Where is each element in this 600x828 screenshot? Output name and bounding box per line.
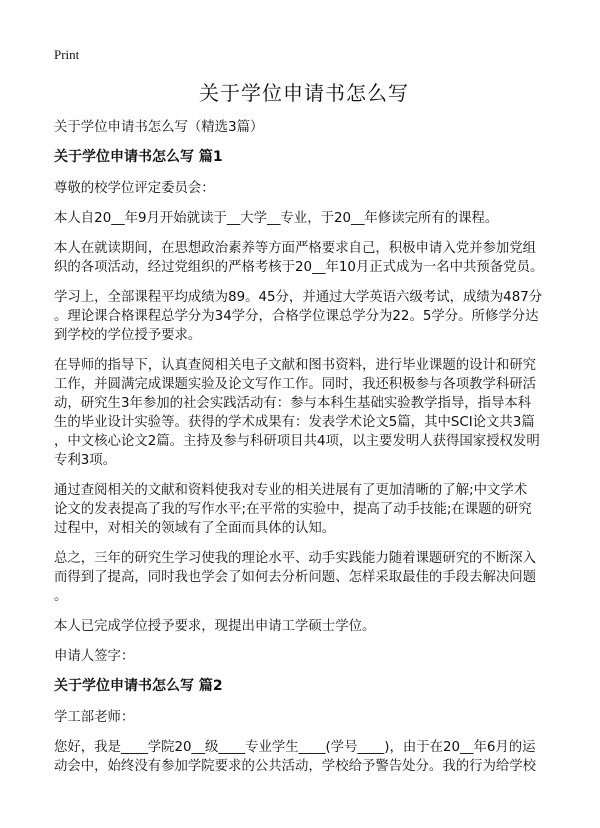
section-2-salutation: 学工部老师： [54,710,135,725]
paragraph-line: 总之，三年的研究生学习使我的理论水平、动手实践能力随着课题研究的不断深入 [54,551,537,566]
paragraph-line: 生的毕业设计实验等。获得的学术成果有：发表学术论文5篇，其中SCI论文共3篇 [54,415,535,430]
paragraph-line: 。理论课合格课程总学分为34学分，合格学位课总学分为22。5学分。所修学分达 [54,309,539,324]
section-2-heading: 关于学位申请书怎么写 篇2 [54,678,223,694]
paragraph-line: 织的各项活动，经过党组织的严格考核于20__年10月正式成为一名中共预备党员。 [54,260,544,275]
section-1-signature: 申请人签字： [54,649,135,664]
paragraph-line: 到学校的学位授予要求。 [54,328,202,343]
section-1-body [54,209,554,636]
paragraph-line: 而得到了提高，同时我也学会了如何去分析问题、怎样采取最佳的手段去解决问题 [54,570,537,585]
print-link[interactable]: Print [54,47,80,62]
paragraph-line: 动，研究生3年参加的社会实践活动有：参与本科生基础实验教学指导，指导本科 [54,396,532,411]
paragraph [54,481,554,538]
paragraph [54,209,554,228]
section-1-heading: 关于学位申请书怎么写 篇1 [54,149,223,165]
paragraph [54,549,554,606]
paragraph-line: 通过查阅相关的文献和资料使我对专业的相关进展有了更加清晰的了解;中文学术 [54,483,528,498]
paragraph-line: 在导师的指导下，认真查阅相关电子文献和图书资料，进行毕业课题的设计和研究 [54,358,537,373]
paragraph-line: 论文的发表提高了我的写作水平;在平常的实验中，提高了动手技能;在课题的研究 [54,502,532,517]
paragraph-line: 过程中，对相关的领域有了全面而具体的认知。 [54,521,336,536]
subtitle: 关于学位申请书怎么写（精选3篇） [54,120,264,135]
paragraph-line: 。 [54,589,68,604]
section-2-body [54,738,554,776]
paragraph [54,288,554,345]
paragraph [54,239,554,277]
paragraph-line: 本人自20__年9月开始就读于__大学__专业，于20__年修读完所有的课程。 [54,211,499,226]
paragraph [54,617,554,636]
document-page [54,46,554,787]
page-title: 关于学位申请书怎么写 [199,81,409,105]
paragraph [54,738,554,776]
section-1-salutation: 尊敬的校学位评定委员会： [54,181,215,196]
paragraph-line: 专利3项。 [54,453,117,468]
paragraph-line: ，中文核心论文2篇。主持及参与科研项目共4项，以主要发明人获得国家授权发明 [54,434,540,449]
paragraph-line: 本人在就读期间，在思想政治素养等方面严格要求自己，积极申请入党并参加党组 [54,241,537,256]
paragraph [54,356,554,470]
paragraph-line: 您好，我是____学院20__级____专业学生____(学号____)，由于在20__年6月的运 [54,740,536,755]
paragraph-line: 学习上，全部课程平均成绩为89。45分，并通过大学英语六级考试，成绩为487分 [54,290,543,305]
paragraph-line: 工作，并圆满完成课题实验及论文写作工作。同时，我还积极参与各项教学科研活 [54,377,537,392]
paragraph-line: 动会中，始终没有参加学院要求的公共活动，学校给予警告处分。我的行为给学校 [54,759,537,774]
paragraph-line: 本人已完成学位授予要求，现提出申请工学硕士学位。 [54,619,376,634]
